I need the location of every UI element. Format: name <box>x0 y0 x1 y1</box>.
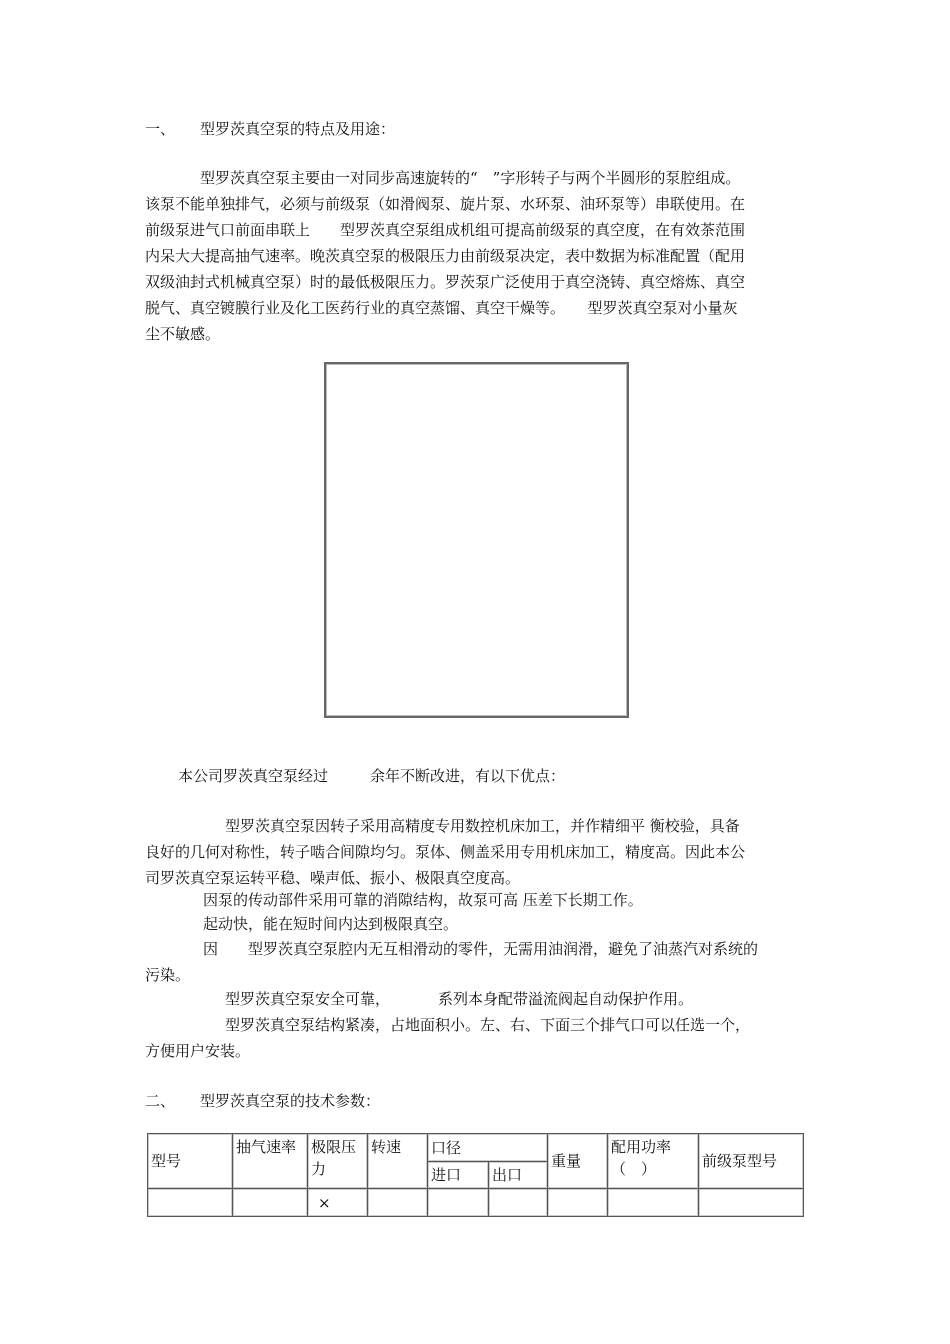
advantage-item-1 <box>145 813 810 891</box>
section2-title: 型罗茨真空泵的技术参数： <box>200 1092 381 1110</box>
advantage-item-5-part2: 系列本身配带溢流阀起自动保护作用。 <box>438 990 694 1008</box>
cell-outlet <box>489 1189 548 1217</box>
advantage-line: 司罗茨真空泵运转平稳、噪声低、振小、极限真空度高。 <box>145 869 521 887</box>
cell-weight <box>548 1189 608 1217</box>
section1-title: 型罗茨真空泵的特点及用途： <box>200 120 396 138</box>
advantage-line: 型罗茨真空泵因转子采用高精度专用数控机床加工，并作精细平 衡校验，具备 <box>225 817 740 835</box>
advantages-intro-part1: 本公司罗茨真空泵经过 <box>178 767 329 785</box>
header-speed: 转速 <box>368 1134 428 1189</box>
advantage-line: 型罗茨真空泵结构紧凑，占地面积小。左、右、下面三个排气口可以任选一个， <box>225 1016 751 1034</box>
header-ultimate-pressure: 极限压力 <box>308 1134 368 1189</box>
advantage-line: 因 型罗茨真空泵腔内无互相滑动的零件，无需用油润滑，避免了油蒸汽对系统的 <box>203 940 759 958</box>
intro-line: 双级油封式机械真空泵）时的最低极限压力。罗茨泵广泛使用于真空浇铸、真空熔炼、真空 <box>145 273 746 291</box>
table-row <box>148 1189 804 1217</box>
advantages-intro-part2: 余年不断改进，有以下优点： <box>370 767 566 785</box>
cell-backing-pump <box>699 1189 804 1217</box>
cell-inlet <box>428 1189 489 1217</box>
advantage-item-4 <box>145 936 810 988</box>
header-diameter: 口径 <box>428 1134 548 1162</box>
cell-power <box>608 1189 699 1217</box>
advantage-line: 污染。 <box>145 966 191 984</box>
header-pumping-speed: 抽气速率 <box>233 1134 308 1189</box>
advantage-item-3: 起动快，能在短时间内达到极限真空。 <box>203 915 459 933</box>
header-model: 型号 <box>148 1134 233 1189</box>
header-inlet: 进口 <box>428 1162 489 1189</box>
advantage-line: 方便用户安装。 <box>145 1042 251 1060</box>
section2-number: 二、 <box>145 1092 176 1110</box>
advantage-item-2: 因泵的传动部件采用可靠的消隙结构，故泵可高 压差下长期工作。 <box>203 891 643 909</box>
intro-line: 脱气、真空镀膜行业及化工医药行业的真空蒸馏、真空干燥等。 型罗茨真空泵对小量灰 <box>145 299 738 317</box>
spec-table <box>147 1133 804 1217</box>
intro-line: 前级泵进气口前面串联上 型罗茨真空泵组成机组可提高前级泵的真空度，在有效茶范围 <box>145 221 746 239</box>
header-weight: 重量 <box>548 1134 608 1189</box>
section1-number: 一、 <box>145 120 176 138</box>
intro-line: 内呆大大提高抽气速率。晚茨真空泵的极限压力由前级泵决定，表中数据为标准配置（配用 <box>145 247 746 265</box>
cell-ultimate-pressure: × <box>308 1189 368 1217</box>
advantage-item-5-part1: 型罗茨真空泵安全可靠， <box>225 990 391 1008</box>
header-power: 配用功率（ ） <box>608 1134 699 1189</box>
advantage-item-6 <box>145 1012 810 1064</box>
cell-speed <box>368 1189 428 1217</box>
intro-paragraph <box>145 165 810 347</box>
intro-line: 该泵不能单独排气，必须与前级泵（如滑阀泵、旋片泵、水环泵、油环泵等）串联使用。在 <box>145 195 746 213</box>
intro-line: 型罗茨真空泵主要由一对同步高速旋转的“ ”字形转子与两个半圆形的泵腔组成。 <box>200 169 741 187</box>
header-backing-pump: 前级泵型号 <box>699 1134 804 1189</box>
pump-image-frame <box>324 362 629 718</box>
intro-line: 尘不敏感。 <box>145 325 221 343</box>
header-outlet: 出口 <box>489 1162 548 1189</box>
advantage-line: 良好的几何对称性，转子啮合间隙均匀。泵体、侧盖采用专用机床加工，精度高。因此本公 <box>145 843 746 861</box>
cell-pumping-speed <box>233 1189 308 1217</box>
cell-model <box>148 1189 233 1217</box>
